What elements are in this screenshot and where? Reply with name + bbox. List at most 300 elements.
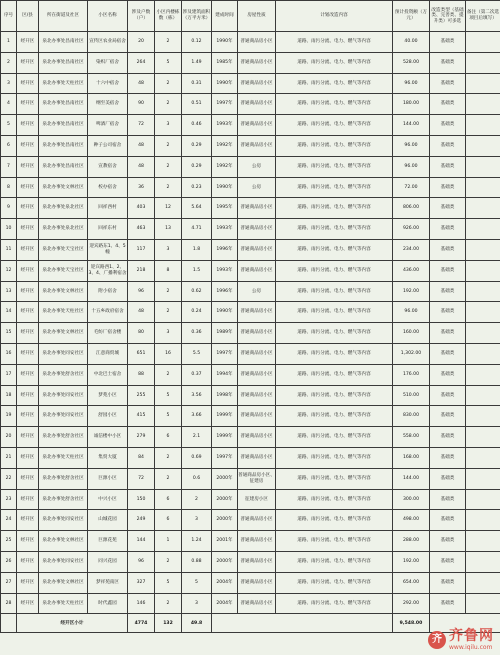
buildings-cell: 2 [155,135,182,156]
renovation-type-cell: 基础类 [430,468,466,489]
street-community-cell: 泉北办事处泉北社区 [39,198,88,219]
row-number-cell: 14 [1,302,17,323]
investment-cell: 654.00 [393,572,430,593]
community-name-cell: 舒园小区 [88,406,128,427]
row-number-cell: 4 [1,94,17,115]
street-community-cell: 泉北办事处天宝社区 [39,260,88,281]
buildings-cell: 1 [155,531,182,552]
community-name-cell: 校办宿舍 [88,177,128,198]
row-number-cell: 1 [1,32,17,53]
households-cell: 117 [128,239,155,260]
community-name-cell: 诚信楼中小区 [88,427,128,448]
row-number-cell: 3 [1,73,17,94]
property-type-cell: 普通商品房小区 [238,260,276,281]
built-year-cell: 1990年 [212,32,238,53]
buildings-cell: 2 [155,94,182,115]
investment-cell: 180.00 [393,94,430,115]
street-community-cell: 泉北办事处昌南社区 [39,32,88,53]
table-row [1,73,500,94]
households-cell: 249 [128,510,155,531]
district-cell: 经开区 [17,468,39,489]
built-year-cell: 1997年 [212,94,238,115]
street-community-cell: 泉北办事处同安社区 [39,406,88,427]
plan-content-cell: 道路、雨污分流、电力、燃气等内容 [276,198,393,219]
plan-content-cell: 道路、雨污分流、电力、燃气等内容 [276,94,393,115]
street-community-cell: 泉北办事处同安社区 [39,385,88,406]
households-cell: 36 [128,177,155,198]
renovation-type-cell: 基础类 [430,156,466,177]
total-row [1,614,500,633]
investment-cell: 176.00 [393,364,430,385]
investment-cell: 806.00 [393,198,430,219]
row-number-cell: 2 [1,52,17,73]
plan-content-cell: 道路、雨污分流、电力、燃气等内容 [276,32,393,53]
column-header: 改造类型（基础类、完善类、提升类）可多选 [430,1,466,32]
built-year-cell: 1993年 [212,260,238,281]
property-type-cell: 普通商品房小区 [238,593,276,614]
buildings-cell: 5 [155,52,182,73]
investment-cell: 96.00 [393,73,430,94]
area-cell: 3.56 [182,385,212,406]
plan-content-cell: 道路、雨污分流、电力、燃气等内容 [276,323,393,344]
built-year-cell: 2000年 [212,551,238,572]
remarks-cell [466,406,500,427]
investment-cell: 96.00 [393,302,430,323]
area-cell: 5.5 [182,343,212,364]
plan-content-cell: 道路、雨污分流、电力、燃气等内容 [276,489,393,510]
renovation-type-cell: 基础类 [430,219,466,240]
watermark-url: www.iqilu.com [449,644,493,651]
renovation-type-cell: 基础类 [430,531,466,552]
remarks-cell [466,219,500,240]
area-cell: 5 [182,572,212,593]
district-cell: 经开区 [17,177,39,198]
property-type-cell: 普通商品房小区 [238,364,276,385]
plan-content-cell: 道路、雨污分流、电力、燃气等内容 [276,135,393,156]
street-community-cell: 泉北办事处天宝社区 [39,239,88,260]
renovation-type-cell: 基础类 [430,115,466,136]
row-number-cell: 19 [1,406,17,427]
households-cell: 146 [128,593,155,614]
total-index-cell [1,614,17,633]
plan-content-cell: 道路、雨污分流、电力、燃气等内容 [276,281,393,302]
built-year-cell: 1990年 [212,73,238,94]
plan-content-cell: 道路、雨污分流、电力、燃气等内容 [276,406,393,427]
column-header: 小区名称 [88,1,128,32]
area-cell: 1.24 [182,531,212,552]
property-type-cell: 普通商品房小区 [238,198,276,219]
remarks-cell [466,73,500,94]
renovation-type-cell: 基础类 [430,239,466,260]
table-row [1,489,500,510]
total-buildings-cell: 132 [155,614,182,633]
renovation-type-cell: 基础类 [430,94,466,115]
watermark-name: 齐鲁网 [449,628,494,644]
column-header: 预计投资额（万元） [393,1,430,32]
community-name-cell: 梦祥苑南区 [88,572,128,593]
property-type-cell: 普通商品房小区 [238,385,276,406]
remarks-cell [466,551,500,572]
district-cell: 经开区 [17,302,39,323]
buildings-cell: 3 [155,115,182,136]
built-year-cell: 1992年 [212,135,238,156]
table-row [1,239,500,260]
district-cell: 经开区 [17,32,39,53]
district-cell: 经开区 [17,260,39,281]
area-cell: 0.36 [182,323,212,344]
total-label-cell: 经开区小计 [17,614,128,633]
built-year-cell: 2001年 [212,531,238,552]
area-cell: 1.8 [182,239,212,260]
community-name-cell: 巨源花苑 [88,531,128,552]
property-type-cell: 普通商品房小区 [238,572,276,593]
remarks-cell [466,135,500,156]
investment-cell: 160.00 [393,323,430,344]
buildings-cell: 2 [155,156,182,177]
district-cell: 经开区 [17,406,39,427]
renovation-type-cell: 基础类 [430,52,466,73]
street-community-cell: 泉北办事处文林社区 [39,323,88,344]
row-number-cell: 13 [1,281,17,302]
remarks-cell [466,447,500,468]
logo-icon: 齐 [428,631,446,649]
table-row [1,427,500,448]
table-row [1,32,500,53]
investment-cell: 192.00 [393,281,430,302]
row-number-cell: 20 [1,427,17,448]
total-investment-cell: 9,548.00 [393,614,430,633]
households-cell: 96 [128,551,155,572]
district-cell: 经开区 [17,115,39,136]
buildings-cell: 2 [155,32,182,53]
renovation-type-cell: 基础类 [430,551,466,572]
households-cell: 403 [128,198,155,219]
remarks-cell [466,177,500,198]
investment-cell: 234.00 [393,239,430,260]
area-cell: 0.6 [182,468,212,489]
buildings-cell: 12 [155,198,182,219]
district-cell: 经开区 [17,531,39,552]
community-name-cell: 江意商贸城 [88,343,128,364]
area-cell: 0.31 [182,73,212,94]
households-cell: 48 [128,73,155,94]
built-year-cell: 2000年 [212,489,238,510]
buildings-cell: 2 [155,73,182,94]
street-community-cell: 泉北办事处舒舍社区 [39,427,88,448]
property-type-cell: 普通商品房小区 [238,510,276,531]
plan-content-cell: 道路、雨污分流、电力、燃气等内容 [276,593,393,614]
table-row [1,531,500,552]
plan-content-cell: 道路、雨污分流、电力、燃气等内容 [276,364,393,385]
buildings-cell: 2 [155,364,182,385]
renovation-type-cell: 基础类 [430,593,466,614]
buildings-cell: 6 [155,489,182,510]
column-header: 涉及户数（户） [128,1,155,32]
area-cell: 4.71 [182,219,212,240]
watermark [428,629,494,651]
column-header: 备注（第二次选项目后填写） [466,1,500,32]
built-year-cell: 1993年 [212,115,238,136]
renovation-type-cell: 基础类 [430,260,466,281]
built-year-cell: 1995年 [212,198,238,219]
street-community-cell: 泉北办事处文林社区 [39,531,88,552]
plan-content-cell: 道路、雨污分流、电力、燃气等内容 [276,260,393,281]
community-name-cell: 同兴花园 [88,551,128,572]
property-type-cell: 普通商品房小区 [238,551,276,572]
table-row [1,198,500,219]
column-header: 计划改造内容 [276,1,393,32]
households-cell: 72 [128,115,155,136]
table-row [1,302,500,323]
renovation-type-cell: 基础类 [430,510,466,531]
households-cell: 279 [128,427,155,448]
remarks-cell [466,385,500,406]
households-cell: 48 [128,135,155,156]
district-cell: 经开区 [17,343,39,364]
community-name-cell: 迎宾路东1、4、5幢 [88,239,128,260]
investment-cell: 498.00 [393,510,430,531]
column-header: 房屋性质 [238,1,276,32]
households-cell: 415 [128,406,155,427]
area-cell: 0.12 [182,32,212,53]
built-year-cell: 1993年 [212,219,238,240]
area-cell: 0.46 [182,115,212,136]
remarks-cell [466,198,500,219]
street-community-cell: 泉北办事处天柱社区 [39,302,88,323]
plan-content-cell: 道路、雨污分流、电力、燃气等内容 [276,447,393,468]
households-cell: 88 [128,364,155,385]
plan-content-cell: 道路、雨污分流、电力、燃气等内容 [276,531,393,552]
table-row [1,323,500,344]
street-community-cell: 泉北办事处昌南社区 [39,52,88,73]
investment-cell: 168.00 [393,447,430,468]
community-name-cell: 纲至美宿舍 [88,94,128,115]
renovation-type-cell: 基础类 [430,302,466,323]
remarks-cell [466,115,500,136]
area-cell: 1.5 [182,260,212,281]
area-cell: 1.49 [182,52,212,73]
community-name-cell: 梦苑小区 [88,385,128,406]
buildings-cell: 2 [155,447,182,468]
renovation-type-cell: 基础类 [430,385,466,406]
investment-cell: 926.00 [393,219,430,240]
renovation-type-cell: 基础类 [430,427,466,448]
district-cell: 经开区 [17,572,39,593]
built-year-cell: 1999年 [212,427,238,448]
total-households-cell: 4774 [128,614,155,633]
remarks-cell [466,32,500,53]
remarks-cell [466,343,500,364]
property-type-cell: 公房 [238,177,276,198]
remarks-cell [466,94,500,115]
remarks-cell [466,52,500,73]
street-community-cell: 泉北办事处文林社区 [39,572,88,593]
buildings-cell: 5 [155,385,182,406]
property-type-cell: 普通商品房小区 [238,135,276,156]
renovation-type-cell: 基础类 [430,73,466,94]
property-type-cell: 普通商品房小区 [238,32,276,53]
row-number-cell: 16 [1,343,17,364]
area-cell: 0.24 [182,302,212,323]
community-name-cell: 中兴小区 [88,489,128,510]
built-year-cell: 1997年 [212,343,238,364]
community-name-cell: 山城花园 [88,510,128,531]
community-name-cell: 十五乡政府宿舍 [88,302,128,323]
households-cell: 96 [128,281,155,302]
row-number-cell: 8 [1,177,17,198]
households-cell: 80 [128,323,155,344]
buildings-cell: 6 [155,427,182,448]
street-community-cell: 泉北办事处昌南社区 [39,115,88,136]
households-cell: 651 [128,343,155,364]
street-community-cell: 泉北办事处昌南社区 [39,94,88,115]
district-cell: 经开区 [17,427,39,448]
community-name-cell: 毛纺厂宿舍楼 [88,323,128,344]
community-name-cell: 种子公司宿舍 [88,135,128,156]
row-number-cell: 21 [1,447,17,468]
area-cell: 0.51 [182,94,212,115]
households-cell: 84 [128,447,155,468]
remarks-cell [466,468,500,489]
area-cell: 0.69 [182,447,212,468]
renovation-type-cell: 基础类 [430,32,466,53]
row-number-cell: 11 [1,239,17,260]
street-community-cell: 泉北办事处文林社区 [39,281,88,302]
property-type-cell: 普通商品房小区 [238,219,276,240]
property-type-cell: 征建房小区 [238,489,276,510]
table-row [1,572,500,593]
renovation-type-cell: 基础类 [430,323,466,344]
built-year-cell: 1996年 [212,281,238,302]
property-type-cell: 普通商品房小区 [238,531,276,552]
street-community-cell: 泉北办事处昌南社区 [39,135,88,156]
property-type-cell: 普通商品房小区 [238,73,276,94]
property-type-cell: 公房 [238,156,276,177]
remarks-cell [466,281,500,302]
table-row [1,593,500,614]
renovation-type-cell: 基础类 [430,406,466,427]
total-empty-cell [212,614,393,633]
renovation-type-cell: 基础类 [430,572,466,593]
table-row [1,281,500,302]
buildings-cell: 16 [155,343,182,364]
renovation-type-cell: 基础类 [430,489,466,510]
remarks-cell [466,323,500,344]
buildings-cell: 2 [155,302,182,323]
property-type-cell: 普通商品房小区 [238,427,276,448]
households-cell: 48 [128,156,155,177]
investment-cell: 300.00 [393,489,430,510]
renovation-type-cell: 基础类 [430,135,466,156]
property-type-cell: 公房 [238,281,276,302]
property-type-cell: 普通商品房小区 [238,94,276,115]
street-community-cell: 泉北办事处同安社区 [39,551,88,572]
district-cell: 经开区 [17,489,39,510]
households-cell: 90 [128,94,155,115]
renovation-type-cell: 基础类 [430,343,466,364]
investment-cell: 292.00 [393,593,430,614]
plan-content-cell: 道路、雨污分流、电力、燃气等内容 [276,115,393,136]
property-type-cell: 普通商品房小区 [238,343,276,364]
plan-content-cell: 道路、雨污分流、电力、燃气等内容 [276,177,393,198]
district-cell: 经开区 [17,281,39,302]
built-year-cell: 2004年 [212,593,238,614]
district-cell: 经开区 [17,551,39,572]
buildings-cell: 3 [155,239,182,260]
district-cell: 经开区 [17,135,39,156]
buildings-cell: 2 [155,177,182,198]
remarks-cell [466,593,500,614]
built-year-cell: 1992年 [212,156,238,177]
built-year-cell: 1989年 [212,323,238,344]
area-cell: 0.23 [182,177,212,198]
built-year-cell: 1985年 [212,52,238,73]
area-cell: 3 [182,593,212,614]
investment-cell: 192.00 [393,551,430,572]
investment-cell: 40.00 [393,32,430,53]
table-row [1,447,500,468]
property-type-cell: 普通商品房小区 [238,447,276,468]
households-cell: 327 [128,572,155,593]
investment-cell: 144.00 [393,115,430,136]
households-cell: 48 [128,302,155,323]
street-community-cell: 泉北办事处昌南社区 [39,156,88,177]
plan-content-cell: 道路、雨污分流、电力、燃气等内容 [276,385,393,406]
row-number-cell: 23 [1,489,17,510]
remarks-cell [466,510,500,531]
community-name-cell: 巨源小区 [88,468,128,489]
households-cell: 20 [128,32,155,53]
plan-content-cell: 道路、雨污分流、电力、燃气等内容 [276,510,393,531]
column-header: 区/县 [17,1,39,32]
renovation-type-cell: 基础类 [430,177,466,198]
community-name-cell: 啤酒厂宿舍 [88,115,128,136]
property-type-cell: 普通商品房小区 [238,115,276,136]
renovation-type-cell: 基础类 [430,447,466,468]
area-cell: 5.64 [182,198,212,219]
table-row [1,260,500,281]
column-header: 所在街道及社区 [39,1,88,32]
district-cell: 经开区 [17,447,39,468]
remarks-cell [466,260,500,281]
community-name-cell: 附小宿舍 [88,281,128,302]
street-community-cell: 泉北办事处舒舍社区 [39,489,88,510]
community-name-cell: 时代鑫园 [88,593,128,614]
row-number-cell: 6 [1,135,17,156]
investment-cell: 436.00 [393,260,430,281]
households-cell: 218 [128,260,155,281]
investment-cell: 528.00 [393,52,430,73]
households-cell: 150 [128,489,155,510]
table-row [1,551,500,572]
column-header: 建成时间 [212,1,238,32]
street-community-cell: 泉北办事处同安社区 [39,343,88,364]
plan-content-cell: 道路、雨污分流、电力、燃气等内容 [276,572,393,593]
built-year-cell: 1996年 [212,239,238,260]
built-year-cell: 2000年 [212,510,238,531]
investment-cell: 288.00 [393,531,430,552]
street-community-cell: 泉北办事处舒舍社区 [39,364,88,385]
district-cell: 经开区 [17,593,39,614]
district-cell: 经开区 [17,239,39,260]
community-name-cell: 中北巴士宿舍 [88,364,128,385]
district-cell: 经开区 [17,73,39,94]
investment-cell: 96.00 [393,135,430,156]
buildings-cell: 3 [155,323,182,344]
built-year-cell: 1990年 [212,302,238,323]
community-name-cell: 宣教宿舍 [88,156,128,177]
row-number-cell: 24 [1,510,17,531]
